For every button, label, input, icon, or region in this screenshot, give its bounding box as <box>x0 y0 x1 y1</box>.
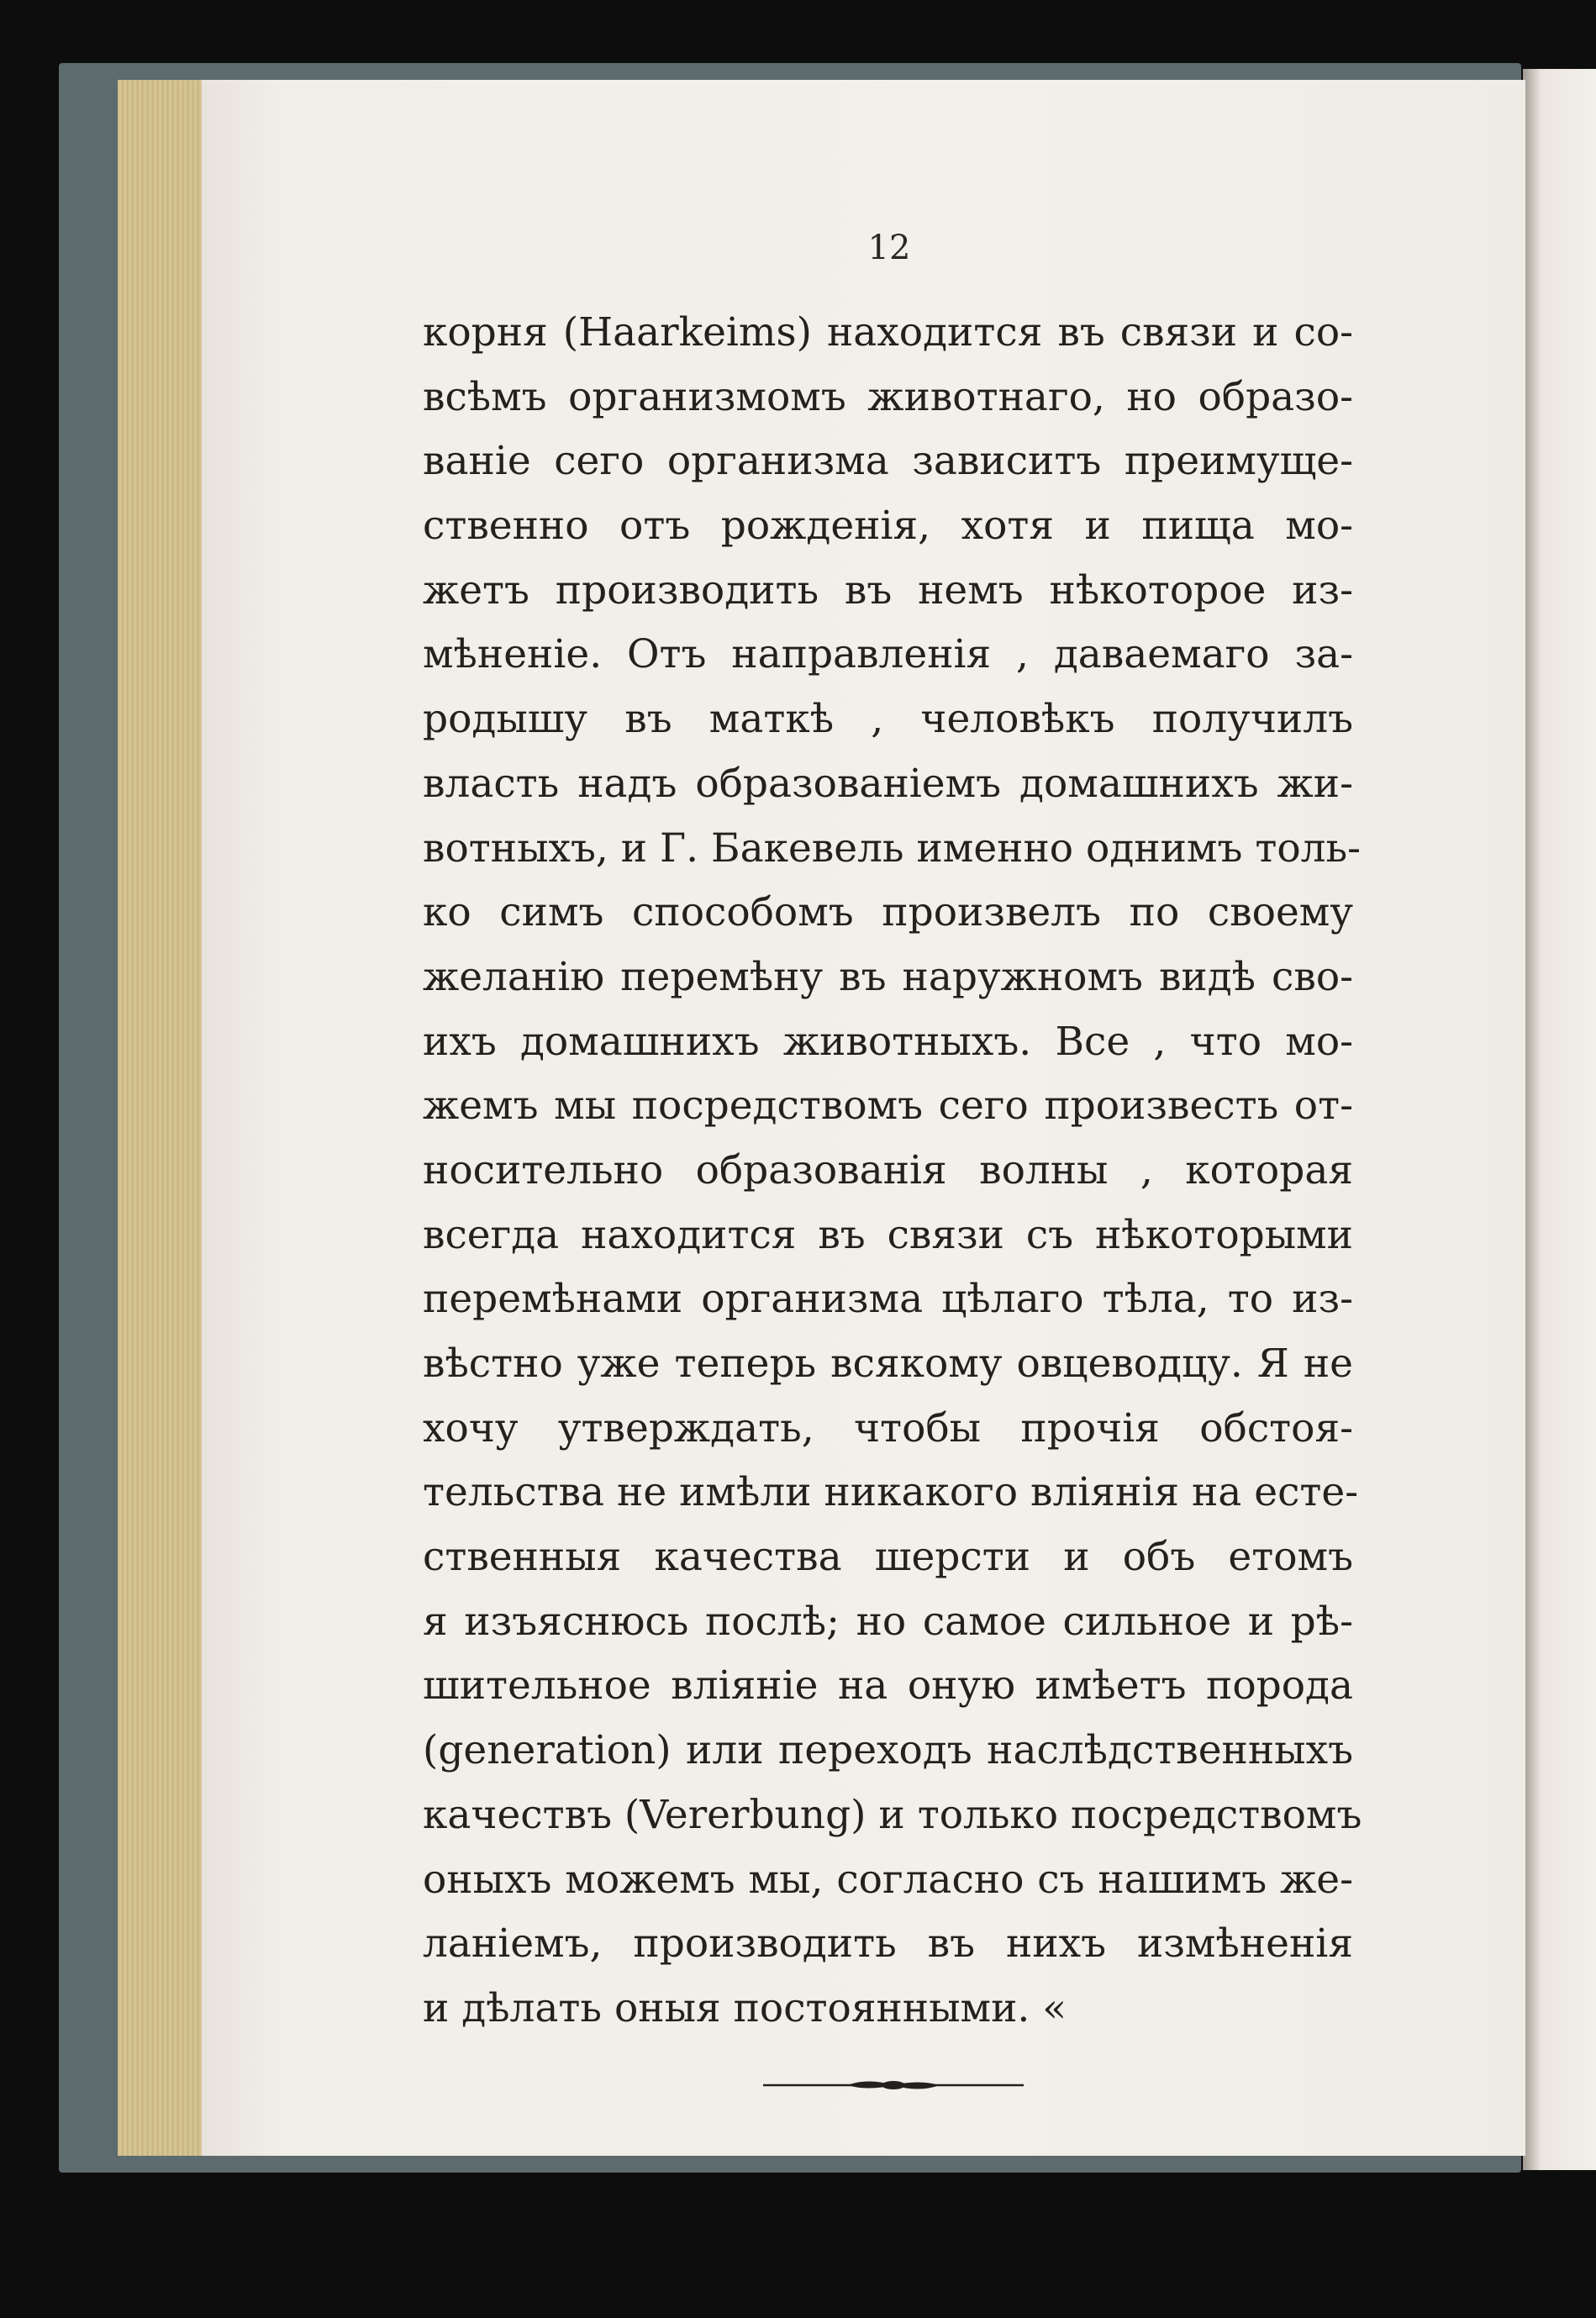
text-line: корня (Haarkeims) находится въ связи и со- <box>423 309 1353 356</box>
text-line: жетъ производить въ немъ нѣкоторое из- <box>423 566 1353 614</box>
text-line: вотныхъ, и Г. Бакевель именно однимъ толь- <box>423 824 1361 872</box>
text-line: перемѣнами организма цѣлаго тѣла, то из- <box>423 1276 1353 1323</box>
text-line: шительное вліяніе на оную имѣетъ порода <box>423 1662 1353 1710</box>
next-page-edge <box>1523 69 1596 2170</box>
text-line: ланіемъ, производить въ нихъ измѣненія <box>423 1920 1353 1968</box>
text-line: вѣстно уже теперь всякому овцеводцу. Я не <box>423 1341 1353 1387</box>
text-line: ственныя качества шерсти и объ етомъ <box>423 1534 1353 1581</box>
text-line: ственно отъ рожденія, хотя и пища мо- <box>423 503 1353 550</box>
text-line: хочу утверждать, чтобы прочія обстоя- <box>423 1404 1353 1451</box>
text-line: ко симъ способомъ произвелъ по своему <box>423 889 1353 936</box>
body-text <box>423 301 1362 2041</box>
page-number: 12 <box>867 229 911 267</box>
text-line: и дѣлать оныя постоянными. « <box>423 1984 1067 2031</box>
text-line: оныхъ можемъ мы, согласно съ нашимъ же- <box>423 1856 1353 1903</box>
text-line: жемъ мы посредствомъ сего произвесть от- <box>423 1083 1353 1130</box>
text-line: тельства не имѣли никакого вліянія на есте- <box>423 1469 1359 1516</box>
text-line: качествъ (Vererbung) и только посредствомъ <box>423 1791 1362 1838</box>
text-line: мѣненіе. Отъ направленія , даваемаго за- <box>423 631 1353 678</box>
text-line: носительно образованія волны , которая <box>423 1146 1353 1193</box>
text-line: власть надъ образованіемъ домашнихъ жи- <box>423 760 1353 807</box>
text-line: я изъяснюсь послѣ; но самое сильное и рѣ- <box>423 1598 1353 1645</box>
text-line: ваніе сего организма зависитъ преимуще- <box>423 438 1353 485</box>
text-line: всегда находится въ связи съ нѣкоторыми <box>423 1211 1353 1258</box>
text-line: (generation) или переходъ наслѣдственныхъ <box>423 1727 1353 1774</box>
page-edge <box>118 80 210 2156</box>
text-line: родышу въ маткѣ , человѣкъ получилъ <box>423 696 1353 743</box>
text-line: желанію перемѣну въ наружномъ видѣ сво- <box>423 953 1353 1000</box>
text-line: всѣмъ организмомъ животнаго, но образо- <box>423 373 1353 420</box>
end-ornament <box>763 2073 1024 2098</box>
text-line: ихъ домашнихъ животныхъ. Все , что мо- <box>423 1018 1353 1065</box>
